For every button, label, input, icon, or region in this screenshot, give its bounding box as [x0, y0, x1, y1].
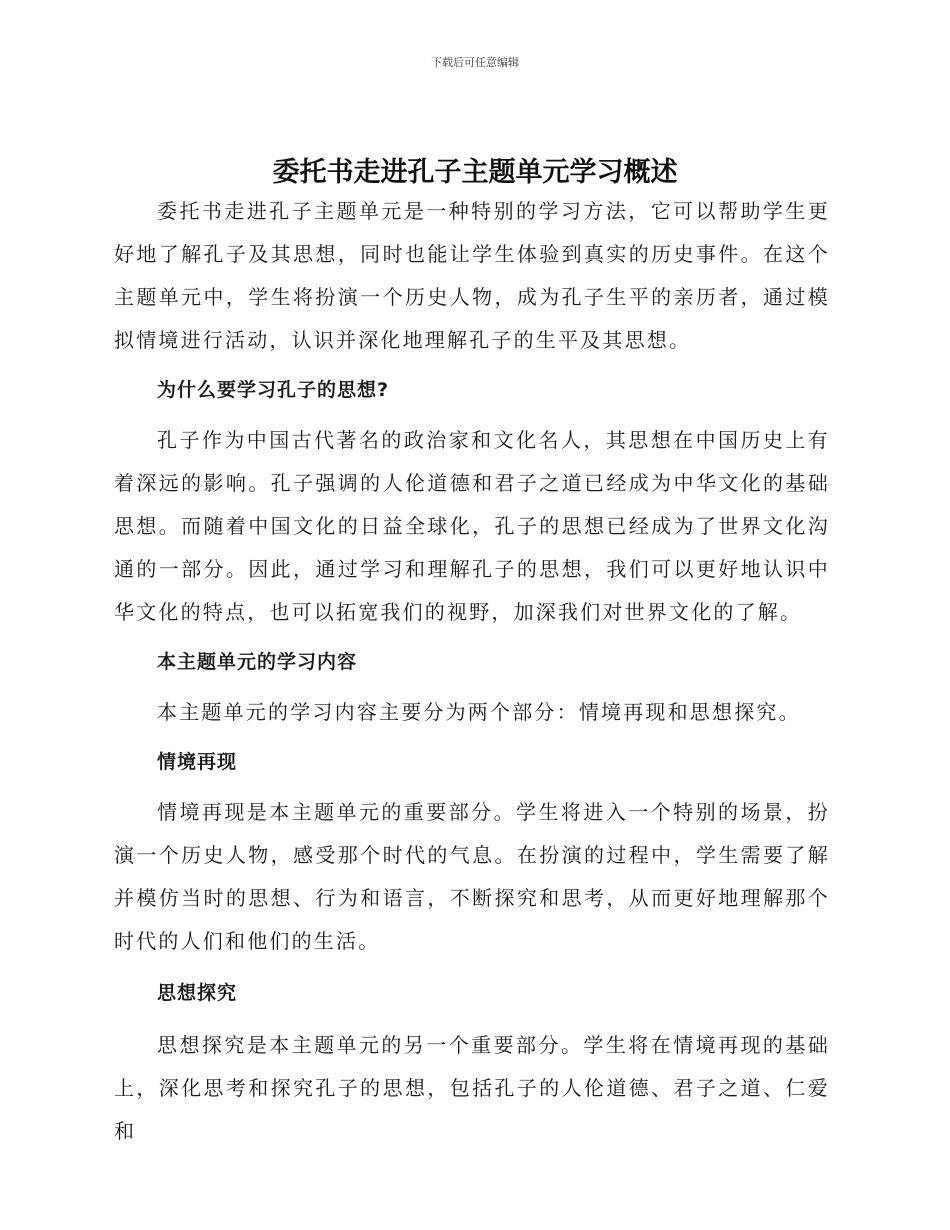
document-title: 委托书走进孔子主题单元学习概述	[272, 157, 678, 188]
why-paragraph: 孔子作为中国古代著名的政治家和文化名人，其思想在中国历史上有着深远的影响。孔子强调的人伦道德和君子之道已经成为中华文化的基础思想。而随着中国文化的日益全球化，孔子的思想已经成为了世界文化沟通的一部分。因此，通过学习和理解孔子的思想，我们可以更好地认识中华文化的特点，也可以拓宽我们的视野，加深我们对世界文化的了解。	[114, 428, 830, 624]
heading-why-study: 为什么要学习孔子的思想?	[157, 379, 390, 401]
header-note: 下载后可任意编辑	[431, 56, 519, 69]
heading-scene-reenactment: 情境再现	[157, 751, 238, 773]
heading-thought-exploration: 思想探究	[157, 982, 238, 1004]
content-paragraph: 本主题单元的学习内容主要分为两个部分：情境再现和思想探究。	[157, 700, 801, 724]
explore-paragraph: 思想探究是本主题单元的另一个重要部分。学生将在情境再现的基础上，深化思考和探究孔子的思想，包括孔子的人伦道德、君子之道、仁爱和	[114, 1033, 830, 1143]
intro-paragraph: 委托书走进孔子主题单元是一种特别的学习方法，它可以帮助学生更好地了解孔子及其思想，同时也能让学生体验到真实的历史事件。在这个主题单元中，学生将扮演一个历史人物，成为孔子生平的亲历者，通过模拟情境进行活动，认识并深化地理解孔子的生平及其思想。	[114, 199, 830, 352]
document-body	[114, 190, 830, 1153]
scene-paragraph: 情境再现是本主题单元的重要部分。学生将进入一个特别的场景，扮演一个历史人物，感受那个时代的气息。在扮演的过程中，学生需要了解并模仿当时的思想、行为和语言，不断探究和思考，从而更好地理解那个时代的人们和他们的生活。	[114, 800, 830, 953]
heading-learning-content: 本主题单元的学习内容	[157, 651, 358, 673]
